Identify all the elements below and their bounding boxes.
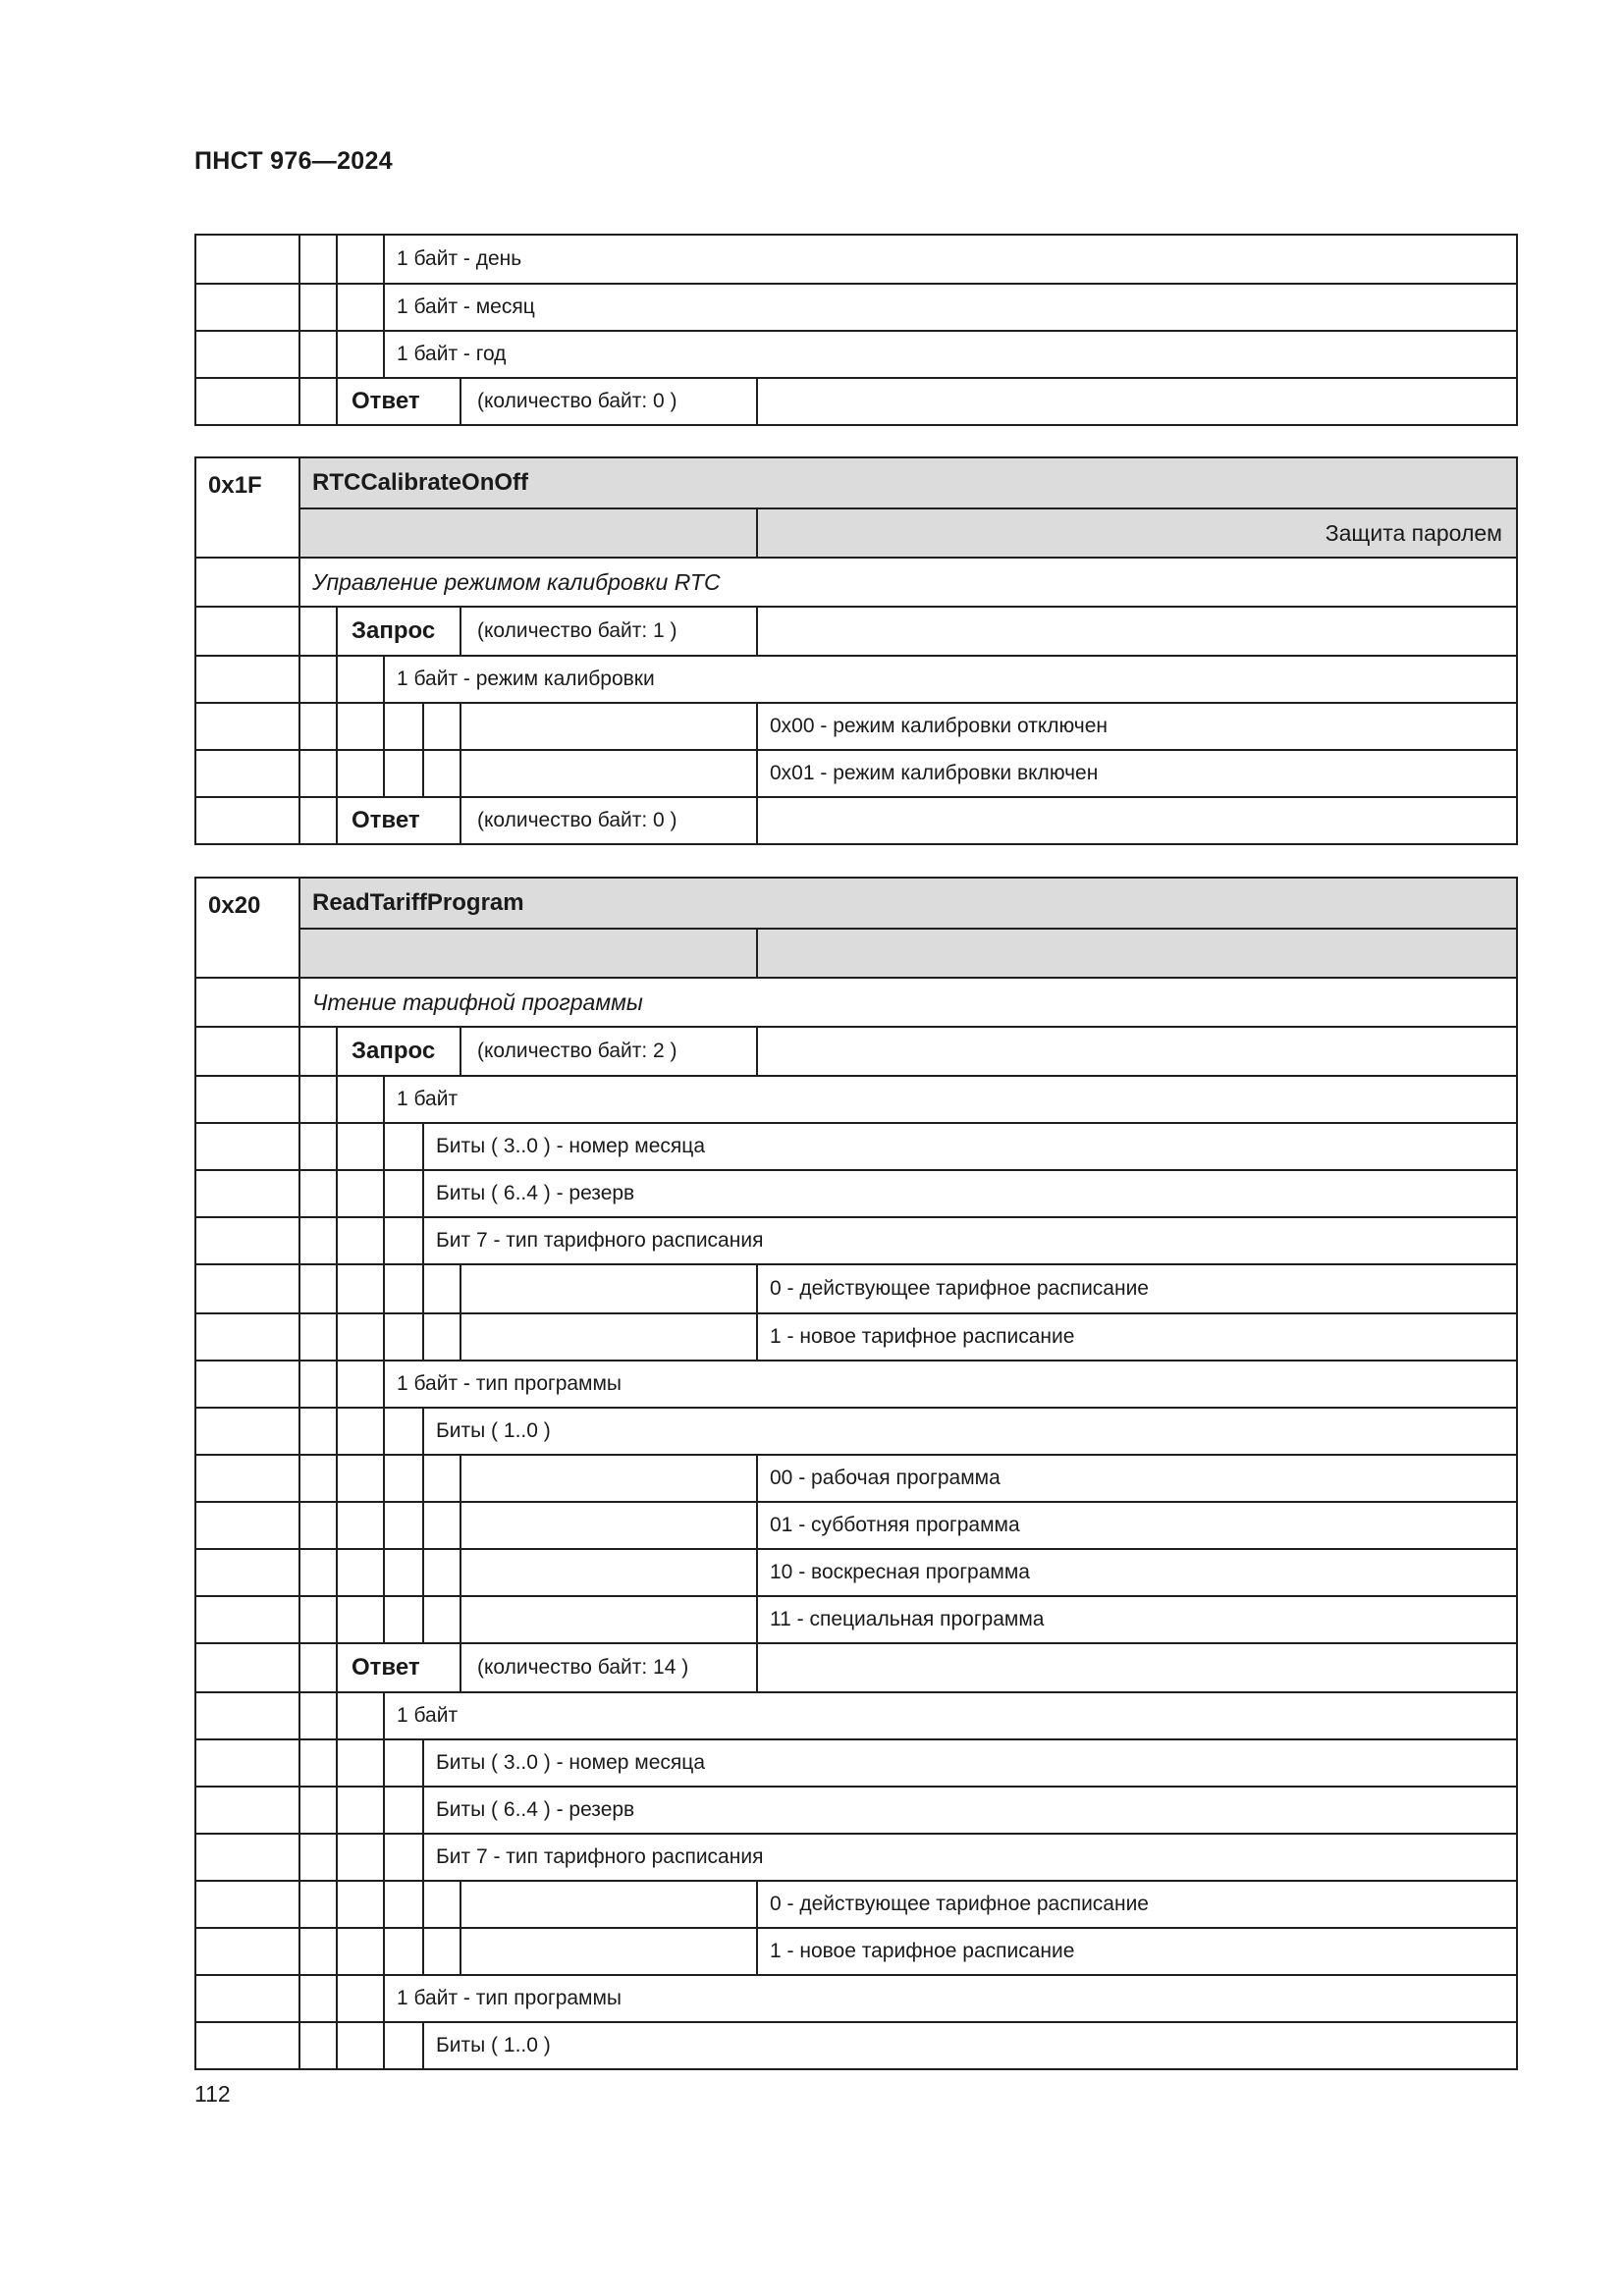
table-row [196,1122,1516,1169]
table-row [196,1360,1516,1407]
request-byte-count: (количество байт: 2 ) [460,1028,756,1075]
table-row [196,1263,1516,1312]
table-read-tariff-program [194,877,1518,2070]
byte-month: 1 байт - месяц [383,285,1516,330]
table-rtc-calibrate [194,456,1518,845]
answer-byte-count: (количество байт: 14 ) [460,1644,756,1691]
answer-label: Ответ [336,798,460,843]
command-description: Чтение тарифной программы [298,979,1516,1026]
table-row [196,1786,1516,1833]
answer-bits-program-type: Биты ( 1..0 ) [422,2023,1516,2068]
table-row [196,2021,1516,2068]
request-bits-reserve: Биты ( 6..4 ) - резерв [422,1171,1516,1216]
answer-label: Ответ [336,379,460,424]
request-bits-month: Биты ( 3..0 ) - номер месяца [422,1124,1516,1169]
table-row [196,1927,1516,1974]
byte-day: 1 байт - день [383,236,1516,283]
table-row [196,796,1516,843]
table-row [196,1169,1516,1216]
answer-byte-program-type: 1 байт - тип программы [383,1976,1516,2021]
table-row [196,1691,1516,1738]
table-row [196,1548,1516,1595]
table-row [196,330,1516,377]
table-row [196,1026,1516,1075]
table-row [196,1738,1516,1786]
answer-bit7: Бит 7 - тип тарифного расписания [422,1835,1516,1880]
table-row [196,977,1516,1026]
page-number: 112 [194,2081,231,2107]
command-description: Управление режимом калибровки RTC [298,559,1516,606]
answer-schedule-new: 1 - новое тарифное расписание [756,1929,1516,1974]
option-calibration-on: 0x01 - режим калибровки включен [756,751,1516,796]
table-row [196,655,1516,702]
table-row [196,1501,1516,1548]
answer-bits-reserve: Биты ( 6..4 ) - резерв [422,1788,1516,1833]
command-name: ReadTariffProgram [298,879,1516,928]
option-calibration-off: 0x00 - режим калибровки отключен [756,704,1516,749]
table-row [196,1075,1516,1122]
table-row [196,702,1516,749]
program-saturday: 01 - субботняя программа [756,1503,1516,1548]
table-row [196,283,1516,330]
answer-byte-count: (количество байт: 0 ) [460,379,756,424]
table-row [196,1595,1516,1642]
program-special: 11 - специальная программа [756,1597,1516,1642]
program-sunday: 10 - воскресная программа [756,1550,1516,1595]
request-label: Запрос [336,608,460,655]
answer-byte-count: (количество байт: 0 ) [460,798,756,843]
request-bit7: Бит 7 - тип тарифного расписания [422,1218,1516,1263]
request-byte-count: (количество байт: 1 ) [460,608,756,655]
request-schedule-new: 1 - новое тарифное расписание [756,1314,1516,1360]
table-row [196,1880,1516,1927]
request-label: Запрос [336,1028,460,1075]
request-byte: 1 байт [383,1077,1516,1122]
command-code: 0x1F [208,472,262,499]
answer-bits-month: Биты ( 3..0 ) - номер месяца [422,1740,1516,1786]
table-row [196,1642,1516,1691]
byte-year: 1 байт - год [383,332,1516,377]
request-schedule-current: 0 - действующее тарифное расписание [756,1265,1516,1312]
table-row [196,1974,1516,2021]
request-byte-program-type: 1 байт - тип программы [383,1362,1516,1407]
table-row [196,606,1516,655]
program-work: 00 - рабочая программа [756,1456,1516,1501]
document-code: ПНСТ 976—2024 [194,147,393,175]
command-name: RTCCalibrateOnOff [298,458,1516,507]
command-code: 0x20 [208,892,261,919]
byte-calibration-mode: 1 байт - режим калибровки [383,657,1516,702]
table-row [196,1833,1516,1880]
answer-label: Ответ [336,1644,460,1691]
table-row [196,236,1516,283]
table-row [196,1312,1516,1360]
answer-byte: 1 байт [383,1693,1516,1738]
table-continuation [194,234,1518,426]
table-row [196,377,1516,424]
request-bits-program-type: Биты ( 1..0 ) [422,1409,1516,1454]
table-row [196,1216,1516,1263]
password-protection: Защита паролем [756,507,1516,557]
answer-schedule-current: 0 - действующее тарифное расписание [756,1882,1516,1927]
table-row [196,749,1516,796]
table-row [196,557,1516,606]
table-row [196,1407,1516,1454]
table-row [196,1454,1516,1501]
